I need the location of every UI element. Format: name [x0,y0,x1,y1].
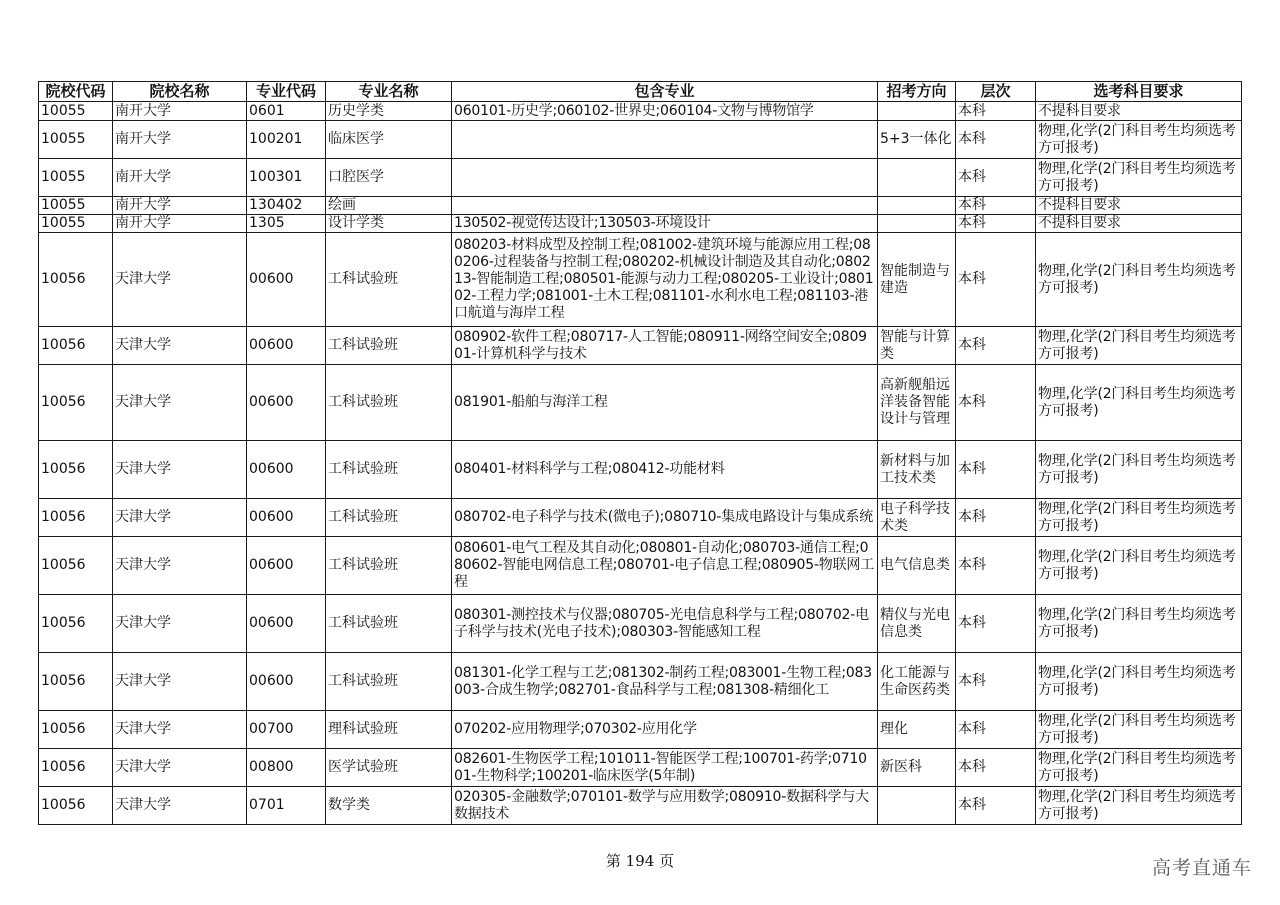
cell-direction: 新医科 [878,749,956,787]
cell-subject-requirement: 物理,化学(2门科目考生均须选考方可报考) [1036,233,1242,327]
cell-major-name: 医学试验班 [326,749,452,787]
cell-major-code: 00600 [247,653,326,711]
cell-school-name: 天津大学 [113,327,247,365]
cell-major-name: 理科试验班 [326,711,452,749]
cell-major-code: 00800 [247,749,326,787]
cell-direction: 新材料与加工技术类 [878,441,956,499]
cell-school-name: 南开大学 [113,102,247,121]
cell-included-majors: 080702-电子科学与技术(微电子);080710-集成电路设计与集成系统 [452,499,878,537]
cell-school-code: 10056 [39,499,113,537]
cell-major-name: 工科试验班 [326,441,452,499]
cell-major-name: 工科试验班 [326,595,452,653]
table-row [39,595,1242,653]
cell-subject-requirement: 物理,化学(2门科目考生均须选考方可报考) [1036,595,1242,653]
cell-school-code: 10056 [39,595,113,653]
table-row [39,749,1242,787]
table-row [39,653,1242,711]
table-row [39,327,1242,365]
cell-major-code: 00600 [247,365,326,441]
table-row [39,121,1242,159]
cell-subject-requirement: 物理,化学(2门科目考生均须选考方可报考) [1036,327,1242,365]
table-row [39,537,1242,595]
cell-direction: 智能与计算类 [878,327,956,365]
cell-school-code: 10056 [39,327,113,365]
header-level: 层次 [956,82,1036,102]
cell-major-code: 100201 [247,121,326,159]
header-direction: 招考方向 [878,82,956,102]
cell-direction [878,159,956,197]
cell-direction [878,787,956,825]
cell-level: 本科 [956,121,1036,159]
cell-level: 本科 [956,441,1036,499]
table-row [39,441,1242,499]
cell-major-code: 00600 [247,441,326,499]
table-row [39,215,1242,233]
cell-included-majors: 080203-材料成型及控制工程;081002-建筑环境与能源应用工程;080206-过程装备与控制工程;080202-机械设计制造及其自动化;080213-智能制造工程;080501-能源与动力工程;080205-工业设计;080102-工程力学;081001-土木工程;081101-水利水电工程;081103-港口航道与海岸工程 [452,233,878,327]
cell-major-name: 口腔医学 [326,159,452,197]
cell-school-code: 10055 [39,215,113,233]
cell-level: 本科 [956,499,1036,537]
cell-subject-requirement: 不提科目要求 [1036,102,1242,121]
cell-major-name: 绘画 [326,197,452,215]
cell-level: 本科 [956,327,1036,365]
cell-school-name: 天津大学 [113,537,247,595]
table-row [39,365,1242,441]
cell-major-name: 设计学类 [326,215,452,233]
cell-major-code: 00700 [247,711,326,749]
cell-school-code: 10055 [39,197,113,215]
cell-school-code: 10056 [39,365,113,441]
table-row [39,233,1242,327]
cell-subject-requirement: 物理,化学(2门科目考生均须选考方可报考) [1036,159,1242,197]
header-subject-requirement: 选考科目要求 [1036,82,1242,102]
cell-school-name: 天津大学 [113,233,247,327]
cell-school-name: 南开大学 [113,215,247,233]
cell-school-code: 10056 [39,653,113,711]
header-school-code: 院校代码 [39,82,113,102]
cell-direction [878,197,956,215]
cell-included-majors: 081301-化学工程与工艺;081302-制药工程;083001-生物工程;083003-合成生物学;082701-食品科学与工程;081308-精细化工 [452,653,878,711]
cell-major-name: 工科试验班 [326,327,452,365]
cell-included-majors: 080301-测控技术与仪器;080705-光电信息科学与工程;080702-电子科学与技术(光电子技术);080303-智能感知工程 [452,595,878,653]
cell-major-name: 工科试验班 [326,365,452,441]
cell-school-name: 天津大学 [113,653,247,711]
table-row [39,711,1242,749]
cell-direction: 电子科学技术类 [878,499,956,537]
cell-major-name: 工科试验班 [326,653,452,711]
cell-level: 本科 [956,365,1036,441]
cell-level: 本科 [956,233,1036,327]
cell-included-majors: 081901-船舶与海洋工程 [452,365,878,441]
table-body [39,82,1242,825]
cell-major-name: 临床医学 [326,121,452,159]
cell-major-code: 1305 [247,215,326,233]
cell-subject-requirement: 不提科目要求 [1036,215,1242,233]
cell-major-name: 数学类 [326,787,452,825]
watermark-text: 高考直通车 [1151,857,1252,879]
cell-major-name: 工科试验班 [326,499,452,537]
cell-school-name: 天津大学 [113,749,247,787]
cell-direction [878,215,956,233]
cell-subject-requirement: 物理,化学(2门科目考生均须选考方可报考) [1036,711,1242,749]
cell-subject-requirement: 物理,化学(2门科目考生均须选考方可报考) [1036,499,1242,537]
cell-included-majors: 020305-金融数学;070101-数学与应用数学;080910-数据科学与大数据技术 [452,787,878,825]
admission-table [38,81,1242,825]
cell-subject-requirement: 物理,化学(2门科目考生均须选考方可报考) [1036,121,1242,159]
cell-school-name: 天津大学 [113,365,247,441]
cell-school-name: 天津大学 [113,711,247,749]
cell-included-majors: 080401-材料科学与工程;080412-功能材料 [452,441,878,499]
cell-level: 本科 [956,653,1036,711]
cell-included-majors: 130502-视觉传达设计;130503-环境设计 [452,215,878,233]
cell-major-code: 00600 [247,327,326,365]
header-major-name: 专业名称 [326,82,452,102]
cell-major-name: 工科试验班 [326,537,452,595]
header-major-code: 专业代码 [247,82,326,102]
cell-school-code: 10055 [39,121,113,159]
cell-included-majors: 080902-软件工程;080717-人工智能;080911-网络空间安全;080901-计算机科学与技术 [452,327,878,365]
cell-subject-requirement: 物理,化学(2门科目考生均须选考方可报考) [1036,537,1242,595]
cell-included-majors [452,121,878,159]
cell-school-name: 天津大学 [113,499,247,537]
cell-major-code: 100301 [247,159,326,197]
cell-level: 本科 [956,102,1036,121]
cell-subject-requirement: 物理,化学(2门科目考生均须选考方可报考) [1036,441,1242,499]
cell-major-code: 130402 [247,197,326,215]
cell-level: 本科 [956,215,1036,233]
cell-included-majors [452,197,878,215]
cell-included-majors [452,159,878,197]
cell-school-name: 南开大学 [113,159,247,197]
cell-included-majors: 080601-电气工程及其自动化;080801-自动化;080703-通信工程;080602-智能电网信息工程;080701-电子信息工程;080905-物联网工程 [452,537,878,595]
cell-major-code: 00600 [247,233,326,327]
cell-direction: 精仪与光电信息类 [878,595,956,653]
cell-direction: 理化 [878,711,956,749]
cell-level: 本科 [956,787,1036,825]
cell-major-name: 工科试验班 [326,233,452,327]
cell-school-name: 南开大学 [113,197,247,215]
cell-school-code: 10056 [39,787,113,825]
cell-level: 本科 [956,159,1036,197]
cell-subject-requirement: 物理,化学(2门科目考生均须选考方可报考) [1036,365,1242,441]
cell-subject-requirement: 物理,化学(2门科目考生均须选考方可报考) [1036,749,1242,787]
cell-school-name: 南开大学 [113,121,247,159]
cell-direction: 智能制造与建造 [878,233,956,327]
cell-major-code: 0701 [247,787,326,825]
table-header-row [39,82,1242,102]
cell-subject-requirement: 不提科目要求 [1036,197,1242,215]
table-row [39,499,1242,537]
cell-major-code: 00600 [247,537,326,595]
cell-direction: 高新舰船远洋装备智能设计与管理 [878,365,956,441]
cell-subject-requirement: 物理,化学(2门科目考生均须选考方可报考) [1036,653,1242,711]
cell-level: 本科 [956,537,1036,595]
header-school-name: 院校名称 [113,82,247,102]
table-row [39,197,1242,215]
cell-school-code: 10055 [39,102,113,121]
cell-school-code: 10056 [39,537,113,595]
cell-school-code: 10055 [39,159,113,197]
cell-school-name: 天津大学 [113,441,247,499]
cell-major-name: 历史学类 [326,102,452,121]
cell-major-code: 0601 [247,102,326,121]
cell-school-name: 天津大学 [113,595,247,653]
cell-school-code: 10056 [39,233,113,327]
cell-school-code: 10056 [39,711,113,749]
cell-subject-requirement: 物理,化学(2门科目考生均须选考方可报考) [1036,787,1242,825]
cell-major-code: 00600 [247,499,326,537]
cell-level: 本科 [956,711,1036,749]
table-row [39,102,1242,121]
cell-direction: 5+3一体化 [878,121,956,159]
cell-level: 本科 [956,197,1036,215]
table-row [39,159,1242,197]
cell-level: 本科 [956,595,1036,653]
cell-direction [878,102,956,121]
cell-direction: 电气信息类 [878,537,956,595]
cell-major-code: 00600 [247,595,326,653]
page-number: 第 194 页 [605,852,675,870]
cell-included-majors: 070202-应用物理学;070302-应用化学 [452,711,878,749]
cell-level: 本科 [956,749,1036,787]
cell-school-name: 天津大学 [113,787,247,825]
cell-included-majors: 082601-生物医学工程;101011-智能医学工程;100701-药学;071001-生物科学;100201-临床医学(5年制) [452,749,878,787]
header-included-majors: 包含专业 [452,82,878,102]
table-row [39,787,1242,825]
cell-direction: 化工能源与生命医药类 [878,653,956,711]
cell-school-code: 10056 [39,441,113,499]
cell-included-majors: 060101-历史学;060102-世界史;060104-文物与博物馆学 [452,102,878,121]
cell-school-code: 10056 [39,749,113,787]
